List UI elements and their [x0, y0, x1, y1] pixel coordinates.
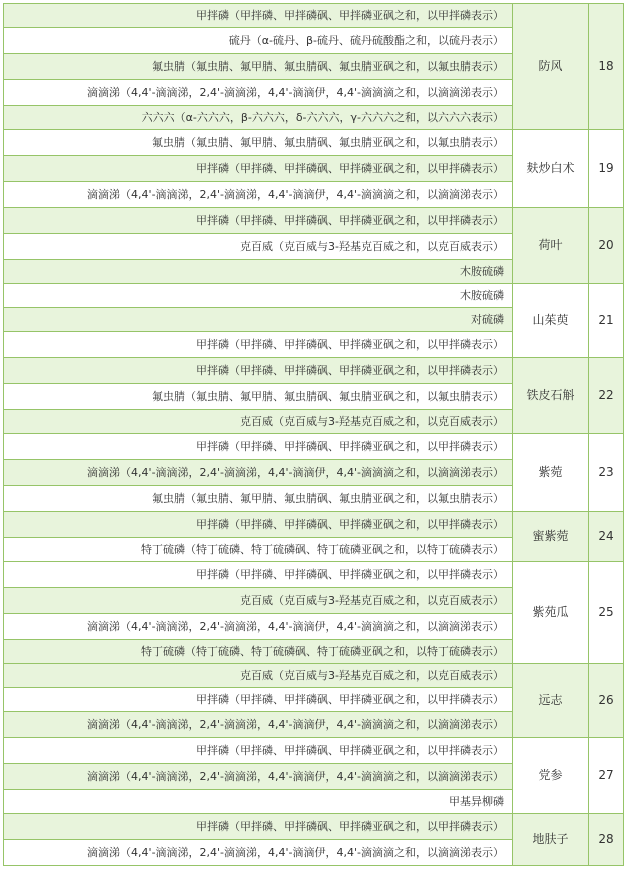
- pesticide-cell: 甲拌磷（甲拌磷、甲拌磷砜、甲拌磷亚砜之和，以甲拌磷表示）: [4, 688, 513, 712]
- pesticide-cell: 克百威（克百威与3-羟基克百威之和，以克百威表示）: [4, 410, 513, 434]
- row-number-cell: 27: [589, 738, 624, 814]
- herb-name-cell: 麸炒白术: [513, 130, 589, 208]
- pesticide-cell: 甲拌磷（甲拌磷、甲拌磷砜、甲拌磷亚砜之和，以甲拌磷表示）: [4, 434, 513, 460]
- row-number-cell: 22: [589, 358, 624, 434]
- table-row: [4, 208, 624, 234]
- herb-name-cell: 荷叶: [513, 208, 589, 284]
- table-row: [4, 4, 624, 28]
- table-row: [4, 512, 624, 538]
- row-number-cell: 25: [589, 562, 624, 664]
- table-row: [4, 562, 624, 588]
- pesticide-cell: 滴滴涕（4,4'-滴滴涕，2,4'-滴滴涕，4,4'-滴滴伊，4,4'-滴滴滴之和，以滴滴涕表示）: [4, 840, 513, 866]
- herb-name-cell: 紫苑瓜: [513, 562, 589, 664]
- pesticide-cell: 甲拌磷（甲拌磷、甲拌磷砜、甲拌磷亚砜之和，以甲拌磷表示）: [4, 156, 513, 182]
- table-row: [4, 358, 624, 384]
- table-row: [4, 434, 624, 460]
- pesticide-cell: 氟虫腈（氟虫腈、氟甲腈、氟虫腈砜、氟虫腈亚砜之和，以氟虫腈表示）: [4, 486, 513, 512]
- pesticide-cell: 硫丹（α-硫丹、β-硫丹、硫丹硫酸酯之和，以硫丹表示）: [4, 28, 513, 54]
- pesticide-cell: 特丁硫磷（特丁硫磷、特丁硫磷砜、特丁硫磷亚砜之和，以特丁硫磷表示）: [4, 538, 513, 562]
- pesticide-cell: 对硫磷: [4, 308, 513, 332]
- row-number-cell: 26: [589, 664, 624, 738]
- herb-name-cell: 远志: [513, 664, 589, 738]
- herb-name-cell: 铁皮石斛: [513, 358, 589, 434]
- pesticide-cell: 甲拌磷（甲拌磷、甲拌磷砜、甲拌磷亚砜之和，以甲拌磷表示）: [4, 738, 513, 764]
- pesticide-cell: 滴滴涕（4,4'-滴滴涕，2,4'-滴滴涕，4,4'-滴滴伊，4,4'-滴滴滴之和，以滴滴涕表示）: [4, 614, 513, 640]
- pesticide-table: [3, 3, 624, 866]
- herb-name-cell: 地肤子: [513, 814, 589, 866]
- table-row: [4, 664, 624, 688]
- pesticide-cell: 氟虫腈（氟虫腈、氟甲腈、氟虫腈砜、氟虫腈亚砜之和，以氟虫腈表示）: [4, 130, 513, 156]
- pesticide-cell: 甲拌磷（甲拌磷、甲拌磷砜、甲拌磷亚砜之和，以甲拌磷表示）: [4, 208, 513, 234]
- row-number-cell: 24: [589, 512, 624, 562]
- row-number-cell: 21: [589, 284, 624, 358]
- pesticide-cell: 克百威（克百威与3-羟基克百威之和，以克百威表示）: [4, 234, 513, 260]
- pesticide-cell: 氟虫腈（氟虫腈、氟甲腈、氟虫腈砜、氟虫腈亚砜之和，以氟虫腈表示）: [4, 54, 513, 80]
- table-row: [4, 284, 624, 308]
- pesticide-cell: 木胺硫磷: [4, 284, 513, 308]
- pesticide-cell: 克百威（克百威与3-羟基克百威之和，以克百威表示）: [4, 588, 513, 614]
- table-row: [4, 130, 624, 156]
- pesticide-cell: 滴滴涕（4,4'-滴滴涕，2,4'-滴滴涕，4,4'-滴滴伊，4,4'-滴滴滴之和，以滴滴涕表示）: [4, 80, 513, 106]
- pesticide-cell: 甲拌磷（甲拌磷、甲拌磷砜、甲拌磷亚砜之和，以甲拌磷表示）: [4, 562, 513, 588]
- pesticide-cell: 滴滴涕（4,4'-滴滴涕，2,4'-滴滴涕，4,4'-滴滴伊，4,4'-滴滴滴之和，以滴滴涕表示）: [4, 460, 513, 486]
- pesticide-cell: 甲拌磷（甲拌磷、甲拌磷砜、甲拌磷亚砜之和，以甲拌磷表示）: [4, 332, 513, 358]
- herb-name-cell: 党参: [513, 738, 589, 814]
- row-number-cell: 20: [589, 208, 624, 284]
- pesticide-cell: 滴滴涕（4,4'-滴滴涕，2,4'-滴滴涕，4,4'-滴滴伊，4,4'-滴滴滴之和，以滴滴涕表示）: [4, 764, 513, 790]
- row-number-cell: 23: [589, 434, 624, 512]
- row-number-cell: 18: [589, 4, 624, 130]
- pesticide-cell: 滴滴涕（4,4'-滴滴涕，2,4'-滴滴涕，4,4'-滴滴伊，4,4'-滴滴滴之和，以滴滴涕表示）: [4, 182, 513, 208]
- pesticide-cell: 甲拌磷（甲拌磷、甲拌磷砜、甲拌磷亚砜之和，以甲拌磷表示）: [4, 4, 513, 28]
- pesticide-cell: 甲拌磷（甲拌磷、甲拌磷砜、甲拌磷亚砜之和，以甲拌磷表示）: [4, 814, 513, 840]
- table-row: [4, 738, 624, 764]
- herb-name-cell: 紫菀: [513, 434, 589, 512]
- table-row: [4, 814, 624, 840]
- pesticide-cell: 甲拌磷（甲拌磷、甲拌磷砜、甲拌磷亚砜之和，以甲拌磷表示）: [4, 358, 513, 384]
- pesticide-cell: 氟虫腈（氟虫腈、氟甲腈、氟虫腈砜、氟虫腈亚砜之和，以氟虫腈表示）: [4, 384, 513, 410]
- pesticide-cell: 六六六（α-六六六，β-六六六，δ-六六六，γ-六六六之和，以六六六表示）: [4, 106, 513, 130]
- herb-name-cell: 防风: [513, 4, 589, 130]
- herb-name-cell: 蜜紫菀: [513, 512, 589, 562]
- pesticide-cell: 木胺硫磷: [4, 260, 513, 284]
- pesticide-cell: 甲基异柳磷: [4, 790, 513, 814]
- pesticide-cell: 滴滴涕（4,4'-滴滴涕，2,4'-滴滴涕，4,4'-滴滴伊，4,4'-滴滴滴之和，以滴滴涕表示）: [4, 712, 513, 738]
- row-number-cell: 28: [589, 814, 624, 866]
- row-number-cell: 19: [589, 130, 624, 208]
- herb-name-cell: 山茱萸: [513, 284, 589, 358]
- pesticide-cell: 克百威（克百威与3-羟基克百威之和，以克百威表示）: [4, 664, 513, 688]
- table-body: [4, 4, 624, 866]
- pesticide-cell: 特丁硫磷（特丁硫磷、特丁硫磷砜、特丁硫磷亚砜之和，以特丁硫磷表示）: [4, 640, 513, 664]
- pesticide-cell: 甲拌磷（甲拌磷、甲拌磷砜、甲拌磷亚砜之和，以甲拌磷表示）: [4, 512, 513, 538]
